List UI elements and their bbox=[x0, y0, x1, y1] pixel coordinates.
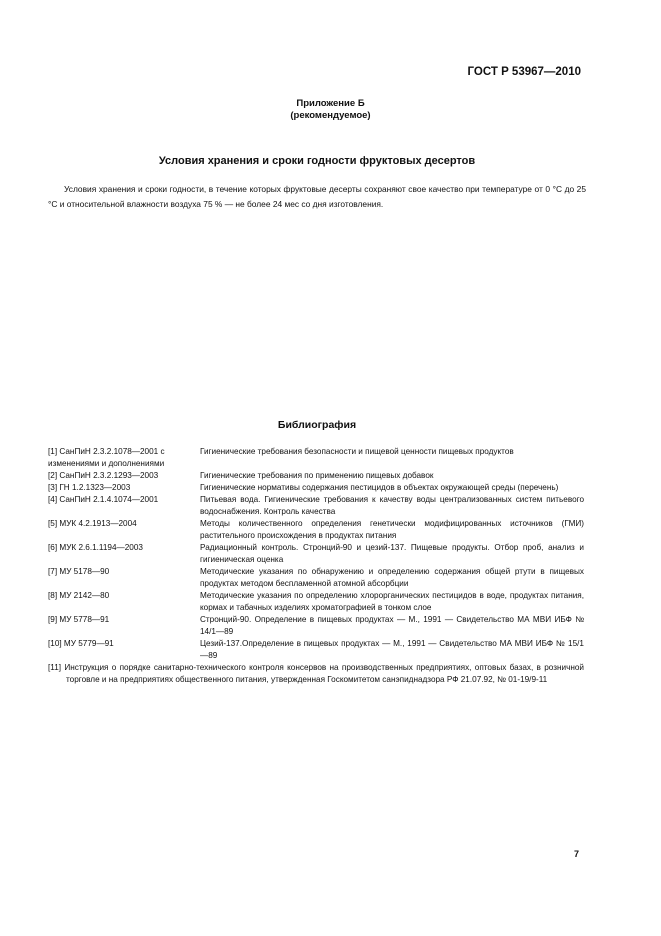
bibliography-ref: [2] СанПиН 2.3.2.1293—2003 bbox=[48, 471, 159, 480]
bibliography-description: Стронций-90. Определение в пищевых продуктах — М., 1991 — Свидетельство МА МВИ ИБФ № 14/1—89 bbox=[200, 615, 584, 636]
bibliography-description: Питьевая вода. Гигиенические требования к качеству воды централизованных систем питьевого водоснабжения. Контроль качества bbox=[200, 495, 584, 516]
bibliography-entry bbox=[48, 590, 584, 614]
appendix-heading bbox=[0, 98, 661, 122]
bibliography-description: Гигиенические требования по применению пищевых добавок bbox=[200, 471, 434, 480]
bibliography-list bbox=[48, 446, 584, 686]
appendix-label: Приложение Б bbox=[296, 98, 365, 109]
bibliography-entry bbox=[48, 542, 584, 566]
bibliography-description: Методы количественного определения генетически модифицированных источников (ГМИ) растительного происхождения в продуктах питания bbox=[200, 519, 584, 540]
bibliography-ref: [1] СанПиН 2.3.2.1078—2001 с изменениями и дополнениями bbox=[48, 447, 165, 468]
bibliography-ref: [4] СанПиН 2.1.4.1074—2001 bbox=[48, 495, 159, 504]
bibliography-ref: [8] МУ 2142—80 bbox=[48, 591, 110, 600]
bibliography-entry bbox=[48, 518, 584, 542]
standard-code: ГОСТ Р 53967—2010 bbox=[467, 66, 581, 78]
bibliography-ref: [3] ГН 1.2.1323—2003 bbox=[48, 483, 131, 492]
appendix-status: (рекомендуемое) bbox=[290, 110, 371, 121]
bibliography-ref: [6] МУК 2.6.1.1194—2003 bbox=[48, 543, 143, 552]
bibliography-ref: [10] МУ 5779—91 bbox=[48, 639, 114, 648]
bibliography-description: Гигиенические нормативы содержания пестицидов в объектах окружающей среды (перечень) bbox=[200, 483, 559, 492]
bibliography-description: Цезий-137.Определение в пищевых продуктах — М., 1991 — Свидетельство МА МВИ ИБФ № 15/1—89 bbox=[200, 639, 584, 660]
bibliography-description: Гигиенические требования безопасности и пищевой ценности пищевых продуктов bbox=[200, 447, 514, 456]
section-title: Условия хранения и сроки годности фруктовых десертов bbox=[158, 155, 476, 167]
bibliography-entry bbox=[48, 494, 584, 518]
bibliography-description: Методические указания по определению хлорорганических пестицидов в воде, продуктах питания, кормах и табачных изделиях хроматографией в тонком слое bbox=[200, 591, 584, 612]
bibliography-entry bbox=[48, 614, 584, 638]
page-number: 7 bbox=[573, 849, 579, 859]
bibliography-description: Радиационный контроль. Стронций-90 и цезий-137. Пищевые продукты. Отбор проб, анализ и гигиеническая оценка bbox=[200, 543, 584, 564]
storage-conditions-paragraph: Условия хранения и сроки годности, в течение которых фруктовые десерты сохраняют свое качество при температуре от 0 °С до 25 °С и относительной влажности воздуха 75 % — не более 24 мес со дня изготовления. bbox=[48, 184, 586, 209]
bibliography-ref: [5] МУК 4.2.1913—2004 bbox=[48, 519, 137, 528]
bibliography-entry bbox=[48, 638, 584, 662]
bibliography-entry-full: [11] Инструкция о порядке санитарно-технического контроля консервов на производственных предприятиях, оптовых базах, в розничной торговле и на предприятиях общественного питания, утвержденная Госкомитетом санэпиднадзора РФ 21.07.92, № 01-19/9-11 bbox=[48, 663, 584, 684]
bibliography-entry bbox=[48, 470, 584, 482]
bibliography-entry bbox=[48, 566, 584, 590]
bibliography-ref: [9] МУ 5778—91 bbox=[48, 615, 110, 624]
bibliography-ref: [7] МУ 5178—90 bbox=[48, 567, 110, 576]
bibliography-entry bbox=[48, 482, 584, 494]
bibliography-description: Методические указания по обнаружению и определению содержания общей ртути в пищевых продуктах методом беспламенной атомной абсорбции bbox=[200, 567, 584, 588]
bibliography-title: Библиография bbox=[277, 419, 357, 431]
bibliography-entry bbox=[48, 446, 584, 470]
